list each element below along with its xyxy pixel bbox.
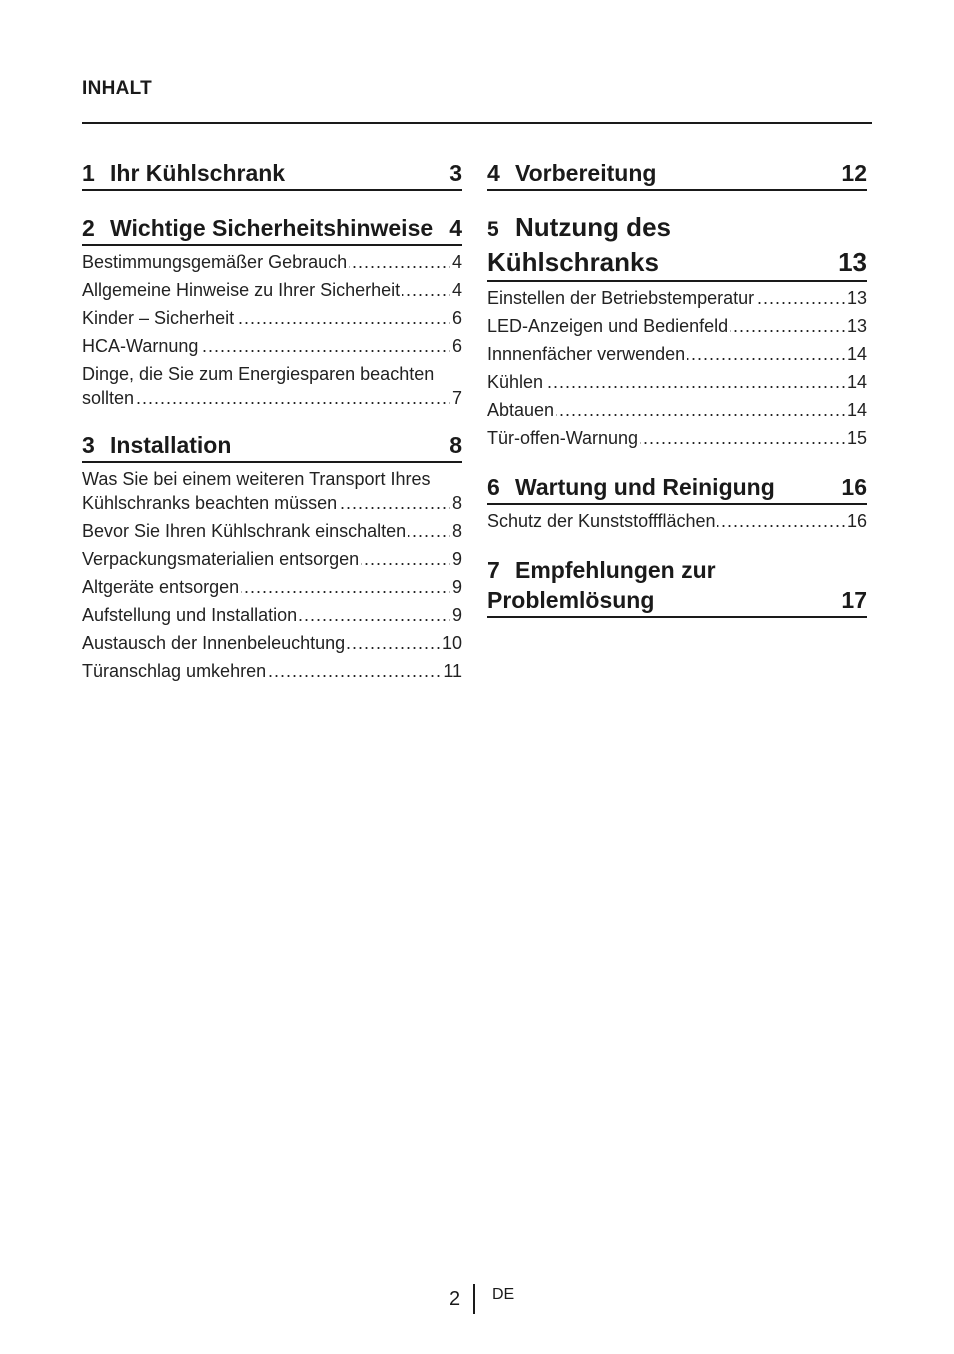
header-divider <box>82 122 872 124</box>
section-heading[interactable] <box>82 213 462 246</box>
section-number: 4 <box>487 160 500 186</box>
section-title: Ihr Kühlschrank <box>110 160 286 186</box>
entry-page: 13 <box>846 288 867 308</box>
section-heading[interactable] <box>487 211 867 282</box>
toc-entry[interactable] <box>487 314 867 338</box>
page-number: 2 <box>449 1288 461 1310</box>
entry-title: Allgemeine Hinweise zu Ihrer Sicherheit <box>82 280 401 300</box>
entry-page: 9 <box>451 577 462 597</box>
section-page: 4 <box>449 215 462 241</box>
toc-section-5 <box>487 211 867 450</box>
section-heading[interactable] <box>487 555 867 618</box>
entry-title: Bestimmungsgemäßer Gebrauch <box>82 252 348 272</box>
section-title: Vorbereitung <box>515 160 657 186</box>
entry-page: 6 <box>451 336 462 356</box>
entry-title: Abtauen <box>487 400 555 420</box>
entry-title: Türanschlag umkehren <box>82 661 267 681</box>
section-page: 13 <box>838 247 867 277</box>
toc-section-4 <box>487 158 867 191</box>
entry-page: 14 <box>846 372 867 392</box>
page-title: INHALT <box>82 78 153 99</box>
section-number: 1 <box>82 160 95 186</box>
entry-page: 4 <box>451 252 462 272</box>
section-title: Wartung und Reinigung <box>515 474 775 500</box>
entry-title: Schutz der Kunststoffflächen <box>487 511 716 531</box>
toc-entry[interactable] <box>82 306 462 330</box>
entry-page: 14 <box>846 344 867 364</box>
entry-page: 15 <box>846 428 867 448</box>
section-title: Nutzung des Kühlschranks <box>487 212 671 277</box>
entry-title: Bevor Sie Ihren Kühlschrank einschalten <box>82 521 407 541</box>
toc-entry[interactable] <box>82 659 462 683</box>
entry-title: LED-Anzeigen und Bedienfeld <box>487 316 729 336</box>
section-heading[interactable] <box>487 158 867 191</box>
entry-page: 11 <box>443 661 462 681</box>
entry-title: Austausch der Innenbeleuchtung <box>82 633 346 653</box>
toc-entry[interactable] <box>82 575 462 599</box>
toc-entry[interactable] <box>82 467 462 515</box>
toc-section-1 <box>82 158 462 191</box>
entry-page: 7 <box>451 388 462 408</box>
toc-entry[interactable] <box>487 398 867 422</box>
section-title: Installation <box>110 432 232 458</box>
section-title: Wichtige Sicherheitshinweise <box>110 215 434 241</box>
entry-title: Aufstellung und Installation <box>82 605 298 625</box>
toc-section-7 <box>487 555 867 618</box>
toc-section-3 <box>82 430 462 683</box>
entry-title: Verpackungsmaterialien entsorgen <box>82 549 360 569</box>
toc-entry[interactable] <box>82 362 462 410</box>
section-heading[interactable] <box>82 430 462 463</box>
entry-title: Was Sie bei einem weiteren Transport Ihres Kühlschranks beachten müssen <box>82 469 431 513</box>
toc-entry[interactable] <box>82 278 462 302</box>
entry-page: 9 <box>451 605 462 625</box>
section-number: 5 <box>487 218 499 241</box>
toc-entry[interactable] <box>82 631 462 655</box>
section-page: 3 <box>449 160 462 186</box>
section-heading[interactable] <box>487 472 867 505</box>
section-page: 16 <box>841 474 867 500</box>
entry-title: HCA-Warnung <box>82 336 199 356</box>
toc-entry[interactable] <box>487 509 867 533</box>
entry-title: Tür-offen-Warnung <box>487 428 639 448</box>
toc-section-2 <box>82 213 462 410</box>
section-page: 8 <box>449 432 462 458</box>
entry-page: 4 <box>451 280 462 300</box>
entry-page: 6 <box>451 308 462 328</box>
entry-page: 8 <box>451 493 462 513</box>
section-page: 12 <box>841 160 867 186</box>
section-title: Empfehlungen zur Problemlösung <box>487 557 716 613</box>
toc-entry[interactable] <box>82 250 462 274</box>
toc-entry[interactable] <box>82 519 462 543</box>
toc-right-column <box>487 158 867 632</box>
entry-page: 8 <box>451 521 462 541</box>
entry-title: Innnenfächer verwenden <box>487 344 686 364</box>
toc-entry[interactable] <box>487 426 867 450</box>
section-number: 6 <box>487 474 500 500</box>
toc-entry[interactable] <box>82 547 462 571</box>
entry-page: 9 <box>451 549 462 569</box>
entry-page: 16 <box>846 511 867 531</box>
toc-left-column <box>82 158 462 697</box>
section-page: 17 <box>841 587 867 613</box>
entry-title: Kühlen <box>487 372 544 392</box>
entry-title: Einstellen der Betriebstemperatur <box>487 288 755 308</box>
section-number: 2 <box>82 215 95 241</box>
toc-entry[interactable] <box>82 603 462 627</box>
section-heading[interactable] <box>82 158 462 191</box>
entry-page: 14 <box>846 400 867 420</box>
toc-entry[interactable] <box>82 334 462 358</box>
toc-entry[interactable] <box>487 370 867 394</box>
language-code: DE <box>492 1286 515 1303</box>
toc-entry[interactable] <box>487 342 867 366</box>
toc-entry[interactable] <box>487 286 867 310</box>
toc-section-6 <box>487 472 867 533</box>
entry-page: 10 <box>441 633 462 653</box>
entry-page: 13 <box>846 316 867 336</box>
entry-title: Altgeräte entsorgen <box>82 577 240 597</box>
section-number: 3 <box>82 432 95 458</box>
footer-divider <box>473 1284 475 1314</box>
section-number: 7 <box>487 557 500 583</box>
entry-title: Dinge, die Sie zum Energiesparen beachten sollten <box>82 364 435 408</box>
entry-title: Kinder – Sicherheit <box>82 308 235 328</box>
